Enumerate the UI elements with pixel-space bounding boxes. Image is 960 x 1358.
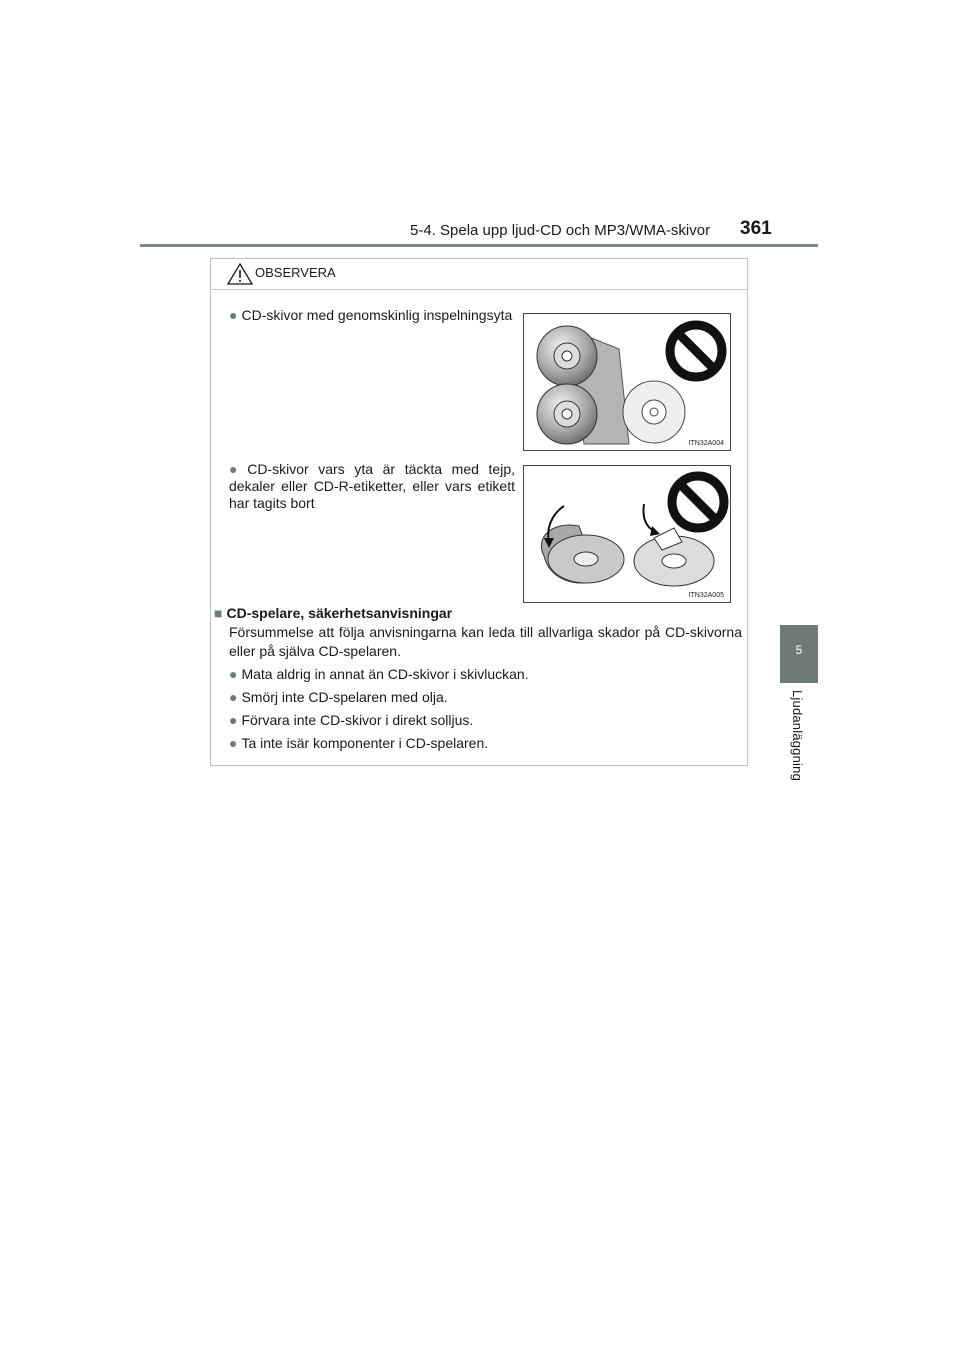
notice-item-text: CD-skivor med genomskinlig inspelningsyta: [241, 307, 513, 323]
notice-header: [211, 259, 747, 290]
figure-code: ITN32A004: [688, 440, 724, 447]
figure-transparent-cd: [523, 313, 731, 451]
section-list: [229, 665, 742, 753]
chapter-number: 5: [795, 643, 803, 657]
chapter-label: Ljudanläggning: [790, 690, 805, 781]
notice-title: OBSERVERA: [255, 265, 336, 280]
section-intro: Försummelse att följa anvisningarna kan leda till allvarliga skador på CD-skivorna eller på själva CD-spelaren.: [229, 624, 742, 659]
section-heading-row: [214, 604, 742, 623]
bullet-icon: ●: [229, 735, 238, 751]
bullet-icon: ●: [229, 712, 238, 728]
header-rule: [140, 244, 818, 247]
transparent-cd-illustration: [524, 314, 730, 450]
notice-item: [229, 307, 515, 324]
page-number: 361: [740, 218, 772, 239]
section-heading: CD-spelare, säkerhetsanvisningar: [226, 605, 453, 621]
list-item-text: Mata aldrig in annat än CD-skivor i skivluckan.: [241, 666, 529, 682]
prohibited-icon: [672, 476, 724, 528]
figure-code: ITN32A005: [688, 592, 724, 599]
list-item-text: Ta inte isär komponenter i CD-spelaren.: [241, 735, 489, 751]
list-item-text: Förvara inte CD-skivor i direkt solljus.: [241, 712, 474, 728]
header-title: 5-4. Spela upp ljud-CD och MP3/WMA-skivor: [410, 222, 711, 239]
square-bullet-icon: ■: [214, 605, 223, 621]
list-item: [229, 688, 742, 707]
warning-icon: [227, 263, 253, 285]
notice-item-text: CD-skivor vars yta är täckta med tejp, dekaler eller CD-R-etiketter, eller vars etikett har tagits bort: [229, 461, 515, 511]
list-item: [229, 665, 742, 684]
bullet-icon: ●: [229, 666, 238, 682]
bullet-icon: ●: [229, 307, 238, 323]
notice-item: [229, 461, 515, 512]
chapter-tab: [780, 625, 818, 683]
bullet-icon: ●: [229, 689, 238, 705]
list-item: [229, 734, 742, 753]
bullet-icon: ●: [229, 461, 244, 477]
figure-labeled-cd: [523, 465, 731, 603]
labeled-cd-illustration: [524, 466, 730, 602]
prohibited-icon: [670, 325, 722, 377]
list-item-text: Smörj inte CD-spelaren med olja.: [241, 689, 448, 705]
safety-section: [214, 604, 742, 753]
list-item: [229, 711, 742, 730]
